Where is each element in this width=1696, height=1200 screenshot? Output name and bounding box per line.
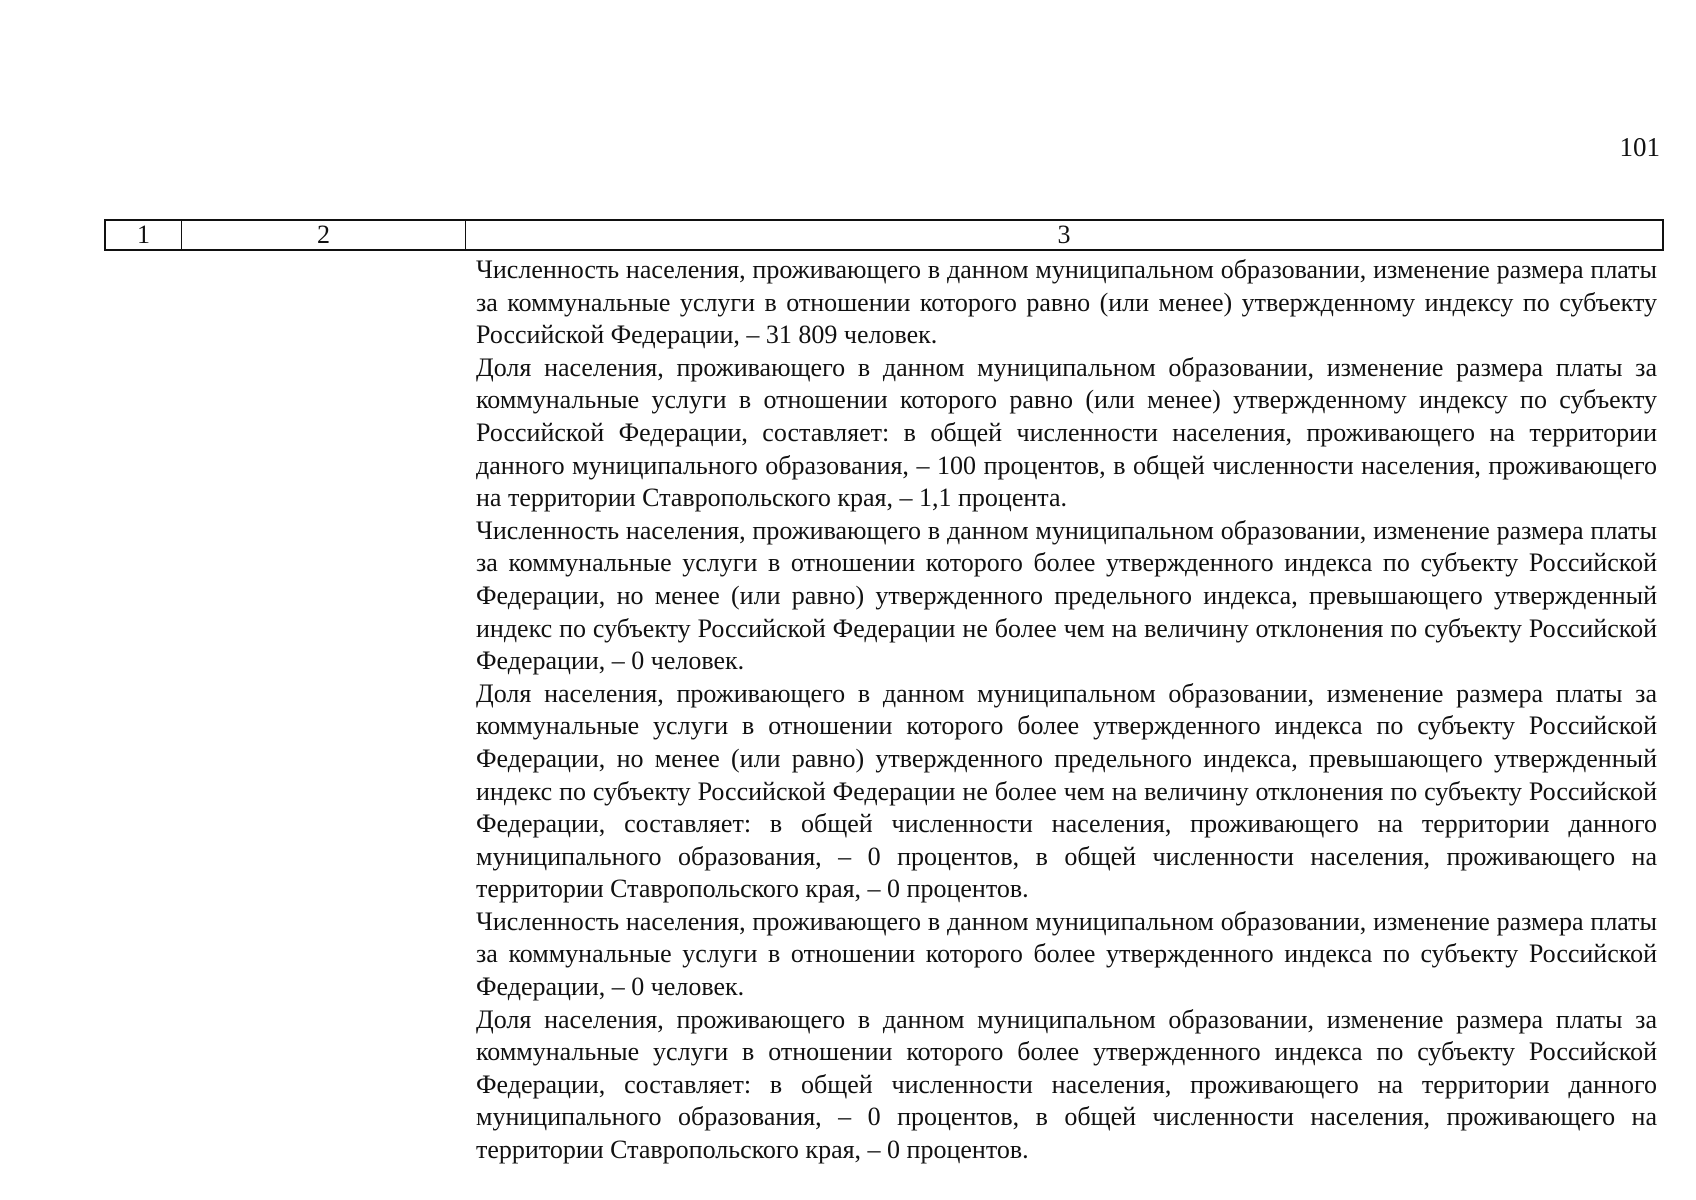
paragraph-share-above-index: Доля населения, проживающего в данном муниципальном образовании, изменение размера платы за коммунальные услуги в отношении которого более утвержденного индекса по субъекту Российской Федерации, составляет: в общей численности населения, проживающего на территории данного муниципального образования, – 0 процентов, в общей численности населения, проживающего на территории Ставропольского края, – 0 процентов.	[476, 1004, 1657, 1165]
paragraph-population-above-index-within-limit: Численность населения, проживающего в данном муниципальном образовании, изменение размера платы за коммунальные услуги в отношении которого более утвержденного индекса по субъекту Российской Федерации, но менее (или равно) утвержденного предельного индекса, превышающего утвержденный индекс по субъекту Российской Федерации не более чем на величину отклонения по субъекту Российской Федерации, – 0 человек.	[476, 515, 1657, 676]
table-header-cell-1: 1	[106, 221, 182, 249]
table-header-row	[104, 219, 1664, 251]
paragraph-share-above-index-within-limit: Доля населения, проживающего в данном муниципальном образовании, изменение размера платы за коммунальные услуги в отношении которого более утвержденного индекса по субъекту Российской Федерации, но менее (или равно) утвержденного предельного индекса, превышающего утвержденный индекс по субъекту Российской Федерации не более чем на величину отклонения по субъекту Российской Федерации, составляет: в общей численности населения, проживающего на территории данного муниципального образования, – 0 процентов, в общей численности населения, проживающего на территории Ставропольского края, – 0 процентов.	[476, 678, 1657, 904]
table-header-cell-2: 2	[182, 221, 466, 249]
paragraph-population-equal-index: Численность населения, проживающего в данном муниципальном образовании, изменение размера платы за коммунальные услуги в отношении которого равно (или менее) утвержденному индексу по субъекту Российской Федерации, – 31 809 человек.	[476, 255, 1657, 350]
paragraph-population-above-index: Численность населения, проживающего в данном муниципальном образовании, изменение размера платы за коммунальные услуги в отношении которого более утвержденного индекса по субъекту Российской Федерации, – 0 человек.	[476, 906, 1657, 1002]
column-3-content	[476, 254, 1657, 1167]
page-number: 101	[1619, 132, 1660, 162]
table-header-cell-3: 3	[1057, 220, 1071, 249]
paragraph-share-equal-index: Доля населения, проживающего в данном муниципальном образовании, изменение размера платы за коммунальные услуги в отношении которого равно (или менее) утвержденному индексу по субъекту Российской Федерации, составляет: в общей численности населения, проживающего на территории данного муниципального образования, – 100 процентов, в общей численности населения, проживающего на территории Ставропольского края, – 1,1 процента.	[476, 352, 1657, 513]
